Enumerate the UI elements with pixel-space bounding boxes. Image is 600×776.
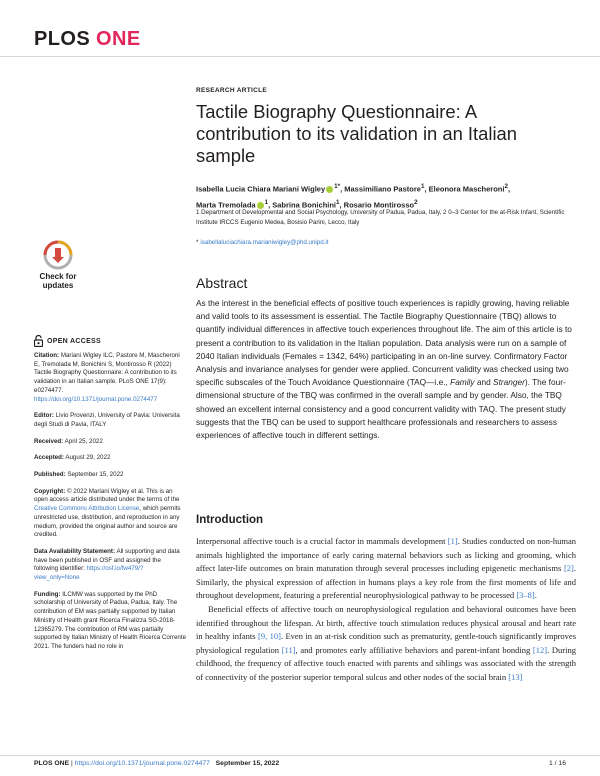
citation-ref[interactable]: [13] [508, 671, 523, 682]
author-name[interactable]: , Sabrina Bonichini [268, 200, 337, 209]
citation-ref[interactable]: [9, 10] [258, 631, 281, 642]
footer-left [34, 760, 549, 767]
open-access-label: OPEN ACCESS [47, 337, 101, 345]
citation-ref[interactable]: [1] [447, 536, 458, 546]
page-number: 1 / 16 [548, 760, 566, 767]
intro-p1-text: . [534, 590, 537, 601]
author-name[interactable]: , Eleonora Mascheroni [424, 184, 505, 194]
article-type: RESEARCH ARTICLE [196, 87, 268, 94]
osf-link[interactable]: https://osf.io/fw479/?view_only=None [34, 565, 144, 582]
citation-doi-link[interactable]: https://doi.org/10.1371/journal.pone.0274477 [34, 395, 158, 403]
accepted-block [34, 454, 186, 463]
footer-doi-link[interactable]: https://doi.org/10.1371/journal.pone.0274477 [74, 760, 210, 767]
citation-ref[interactable]: [11] [281, 644, 296, 655]
funding-block [34, 591, 186, 652]
citation-ref[interactable]: [12] [532, 644, 548, 655]
introduction-heading: Introduction [196, 514, 264, 526]
check-for-updates-icon [43, 240, 73, 270]
affiliations: 1 Department of Developmental and Social Psychology, University of Padua, Padua, Italy, 2 0–3 Center for the at-Risk Infant, Scientific Institute IRCCS Eugenio Medea, Bosisio Parini, Lecco, Italy [196, 209, 565, 226]
abstract-part3: ). The four-dimensional structure of the TBQ was confirmed in the overall sample and by gender. Also, the TBQ showed an excellent internal consistency and a good concurrent validity with TAQ. The present study suggests that the TBQ can be used to support healthcare professionals and researchers to assess experiences of affective touch in different settings. [196, 377, 566, 441]
article-sidebar [34, 352, 186, 660]
introduction-text [196, 535, 576, 685]
author-list: Isabella Lucia Chiara Mariani Wigley $^{1*}$, Massimiliano Pastore$^1$, Eleonora Mascheroni$^2$, Marta Tremolada $^1$, Sabrina Bonichini$^1$, Rosario Montirosso$^2$ [196, 183, 511, 209]
corresponding-email [196, 239, 328, 246]
copyright-block [34, 488, 186, 540]
author-affil-marker: 1* [334, 183, 341, 190]
author-name[interactable]: , Rosario Montirosso [339, 200, 415, 209]
accepted-date: August 29, 2022 [65, 454, 111, 462]
data-availability-text: All supporting and data have been published in OSF and assigned the following identifier: [34, 547, 180, 573]
footer-separator: | [69, 760, 75, 767]
author-affil-marker: 2 [414, 198, 418, 206]
citation-block [34, 352, 186, 404]
received-date: April 25, 2022 [64, 437, 103, 445]
author-name[interactable]: , Massimiliano Pastore [340, 184, 421, 194]
copyright-label: Copyright: [34, 487, 66, 495]
intro-p2-text: . During childhood, the frequency of affective touch enacted with parents and siblings was associated with the strength of connectivity of the posterior superior temporal sulcus and other nodes of the social brain [196, 644, 576, 682]
email-link[interactable]: isabellaluciachiara.marianiwigley@phd.unipd.it [200, 239, 329, 246]
funding-label: Funding: [34, 590, 61, 598]
accepted-label: Accepted: [34, 454, 64, 462]
email-marker: * [196, 239, 199, 246]
footer-journal: PLOS ONE [34, 760, 70, 767]
copyright-text-after: , which permits unrestricted use, distribution, and reproduction in any medium, provided the original author and source are credited. [34, 505, 181, 539]
editor-text: Livio Provenzi, University of Pavia: Universita degli Studi di Pavia, ITALY [34, 412, 180, 428]
published-date: September 15, 2022 [67, 471, 124, 479]
orcid-icon[interactable] [326, 186, 333, 193]
page-footer [34, 760, 566, 767]
intro-p2-text: Beneficial effects of affective touch on neurophysiological regulation and behavioral outcomes have been identified throughout the lifespan. At birth, affective touch stimulation reduces physical arousal and heart rate in healthy infants [196, 603, 576, 642]
intro-p1-text: . Similarly, the physical expression of affection in humans plays a key role from the first moments of life and throughout development, featuring a preferential neurophysiological pathway to be processed [196, 563, 576, 601]
footer-date: September 15, 2022 [215, 760, 280, 767]
citation-text: Mariani Wigley ILC, Pastore M, Mascheroni E, Tremolada M, Bonichini S, Montirosso R (2022) Tactile Biography Questionnaire: A contribution to its validation in an Italian sample. PLoS ONE 17(9): e0274477. [34, 352, 180, 394]
journal-logo-part1: PLOS [34, 28, 91, 50]
author-name[interactable]: Marta Tremolada [196, 200, 256, 209]
abstract-italic-family: Family [450, 377, 475, 388]
footer-divider [0, 755, 600, 756]
header-divider [0, 56, 600, 57]
intro-paragraph-1 [196, 535, 576, 603]
open-lock-icon [34, 335, 43, 347]
article-title: Tactile Biography Questionnaire: A contribution to its validation in an Italian sample [196, 101, 518, 166]
journal-logo [34, 28, 141, 51]
check-for-updates-label [34, 272, 82, 290]
received-block [34, 438, 186, 447]
badge-line1: Check for [39, 272, 77, 281]
author-affil-marker: 1 [420, 183, 425, 190]
copyright-text-before: © 2022 Mariani Wigley et al. This is an open access article distributed under the terms of the [34, 487, 180, 504]
published-label: Published: [34, 471, 66, 479]
license-link[interactable]: Creative Commons Attribution License [34, 505, 140, 513]
citation-ref[interactable]: [2] [563, 563, 574, 574]
abstract-text [196, 297, 580, 442]
data-availability-block [34, 548, 186, 583]
journal-logo-part2: ONE [96, 28, 141, 50]
abstract-part2: and [474, 377, 494, 388]
badge-line2: updates [42, 281, 74, 290]
editor-label: Editor: [34, 412, 54, 420]
intro-paragraph-2 [196, 603, 576, 685]
author-affil-marker: 2 [504, 183, 508, 190]
check-for-updates-badge[interactable] [34, 240, 82, 292]
citation-label: Citation: [34, 352, 60, 359]
intro-p1-text: . Studies conducted on non-human animals highlighted the importance of early caring maternal behaviors such as licking and grooming, which affect later-life outcomes on brain maturation through several processes including epigenetic mechanisms [196, 536, 576, 574]
abstract-heading: Abstract [196, 275, 248, 291]
intro-p2-text: . Even in an at-risk condition such as prematurity, gentle-touch significantly improves physiological regulation [196, 631, 576, 655]
data-availability-label: Data Availability Statement: [34, 547, 116, 555]
funding-text: ILCMW was supported by the PhD scholarship of University of Padua, Padua, Italy. The contribution of EM was partially supported by Italian Ministry of Health grant Ricerca Finalizza SG-2018-12365279. The contribution of RM was partially supported by Italian Ministry of Health Ricerca Corrente 2021. The funders had no role in [34, 590, 187, 650]
abstract-part1: As the interest in the beneficial effects of positive touch experiences is rapidly growing, having reliable and valid tools to its assessment is essential. The Tactile Biography Questionnaire (TBQ) allows to quantify individual differences in affective touch experiences throughout life. The aim of this article is to present a contribution to its validation in the Italian population. Data analysis were run on a sample of 2040 Italian individuals (Females = 1342, 64%) participating in an on-line survey. Confirmatory Factor Analysis and invariance analyses for gender were applied. Concurrent validity was checked using two specific subscales of the Touch Avoidance Questionnaire (TAQ—i.e., [196, 298, 572, 388]
open-access [34, 335, 101, 347]
intro-p1-text: Interpersonal affective touch is a crucial factor in mammals development [196, 536, 448, 546]
received-label: Received: [34, 437, 64, 445]
published-block [34, 471, 186, 480]
editor-block [34, 412, 186, 429]
citation-ref[interactable]: [3–8] [516, 590, 535, 601]
abstract-italic-stranger: Stranger [493, 377, 525, 388]
author-affil-marker: 1 [336, 198, 340, 206]
intro-p2-text: , and promotes early affiliative behaviors and parent-infant bonding [295, 644, 533, 655]
author-affil-marker: 1 [264, 198, 269, 206]
author-name[interactable]: Isabella Lucia Chiara Mariani Wigley [196, 184, 326, 194]
